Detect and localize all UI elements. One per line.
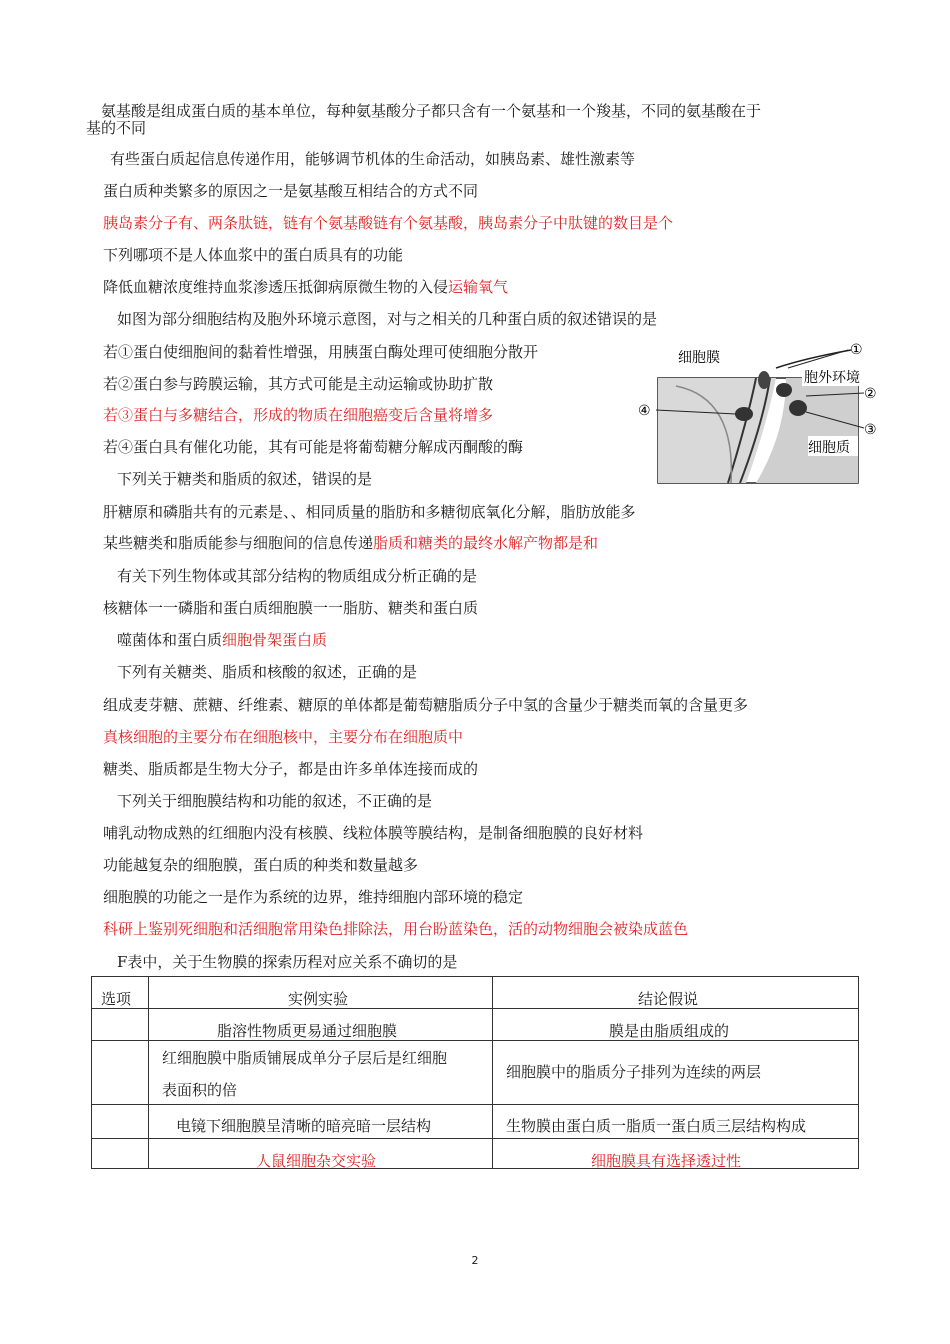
q4-options-line2 [103,533,598,553]
page-number: 2 [471,1254,479,1267]
table-row-1-conclusion: 膜是由脂质组成的 [609,1022,730,1040]
q1-statement-a: 氨基酸是组成蛋白质的基本单位，每种氨基酸分子都只含有一个氨基和一个羧基，不同的氨基酸在于 [101,102,762,120]
marker-2: ② [864,386,877,402]
q3-option-b: 若②蛋白参与跨膜运输，其方式可能是主动运输或协助扩散 [103,375,494,393]
cell-membrane-figure [636,338,886,488]
label-outside: 胞外环境 [804,370,860,386]
table-header-conclusion: 结论假说 [638,990,699,1008]
q3-option-d: 若④蛋白具有催化功能，其有可能是将葡萄糖分解成丙酮酸的酶 [103,438,524,456]
table-row-1-experiment: 脂溶性物质更易通过细胞膜 [217,1022,398,1040]
q3-option-a: 若①蛋白使细胞间的黏着性增强，用胰蛋白酶处理可使细胞分散开 [103,343,539,361]
q1-statement-a-cont: 基的不同 [86,119,147,137]
q2-options [103,277,508,297]
protein-blob-4 [735,407,753,421]
table-row-4-conclusion: 细胞膜具有选择透过性 [591,1152,742,1170]
q6-answer: 真核细胞的主要分布在细胞核中，主要分布在细胞质中 [103,728,464,746]
table-header-experiment: 实例实验 [288,990,349,1008]
protein-blob-3 [789,400,807,416]
protein-blob-2 [776,383,792,397]
q5-options-line2 [117,630,327,650]
q7-stem: 下列关于细胞膜结构和功能的叙述，不正确的是 [117,792,433,810]
q7-option-a: 哺乳动物成熟的红细胞内没有核膜、线粒体膜等膜结构，是制备细胞膜的良好材料 [103,824,644,842]
q4-stem: 下列关于糖类和脂质的叙述，错误的是 [117,470,373,488]
label-membrane: 细胞膜 [678,350,720,366]
table-row-2-experiment-line2: 表面积的倍 [162,1081,238,1099]
table-row-2-conclusion: 细胞膜中的脂质分子排列为连续的两层 [506,1063,762,1081]
table-row-4-experiment: 人鼠细胞杂交实验 [256,1152,377,1170]
table-row-3-experiment: 电镜下细胞膜呈清晰的暗亮暗一层结构 [176,1117,432,1135]
label-cytoplasm: 细胞质 [808,440,850,456]
marker-1-leader [788,350,848,368]
q3-stem: 如图为部分细胞结构及胞外环境示意图，对与之相关的几种蛋白质的叙述错误的是 [117,310,658,328]
protein-blob-1 [758,371,770,389]
q5-options-text: 噬菌体和蛋白质 [117,631,223,649]
q6-options-line3: 糖类、脂质都是生物大分子，都是由许多单体连接而成的 [103,760,479,778]
table-row-3-conclusion: 生物膜由蛋白质一脂质一蛋白质三层结构构成 [506,1117,807,1135]
q5-options-line1: 核糖体一一磷脂和蛋白质细胞膜一一脂肪、糖类和蛋白质 [103,599,479,617]
table-row-2-experiment-line1: 红细胞膜中脂质铺展成单分子层后是红细胞 [162,1049,448,1067]
q4-answer: 脂质和糖类的最终水解产物都是和 [373,534,599,552]
q7-option-d: 科研上鉴别死细胞和活细胞常用染色排除法，用台盼蓝染色，活的动物细胞会被染成蓝色 [103,920,689,938]
q6-options-line1: 组成麦芽糖、蔗糖、纤维素、糖原的单体都是葡萄糖脂质分子中氢的含量少于糖类而氧的含量更多 [103,696,749,714]
q3-option-c: 若③蛋白与多糖结合，形成的物质在细胞癌变后含量将增多 [103,406,494,424]
q7-option-b: 功能越复杂的细胞膜，蛋白质的种类和数量越多 [103,856,419,874]
q1-statement-b: 有些蛋白质起信息传递作用，能够调节机体的生命活动，如胰岛素、雄性激素等 [110,150,636,168]
q5-answer: 细胞骨架蛋白质 [222,631,328,649]
q6-stem: 下列有关糖类、脂质和核酸的叙述，正确的是 [117,663,418,681]
q2-options-text: 降低血糖浓度维持血浆渗透压抵御病原微生物的入侵 [103,278,449,296]
q5-stem: 有关下列生物体或其部分结构的物质组成分析正确的是 [117,567,478,585]
q8-stem: F表中，关于生物膜的探索历程对应关系不确切的是 [117,953,458,971]
q2-answer: 运输氧气 [448,278,509,296]
q4-options-text: 某些糖类和脂质能参与细胞间的信息传递 [103,534,374,552]
q2-stem: 下列哪项不是人体血浆中的蛋白质具有的功能 [103,246,404,264]
q4-options-line1: 肝糖原和磷脂共有的元素是、、相同质量的脂肪和多糖彻底氧化分解，脂肪放能多 [103,503,636,521]
q1-statement-c: 蛋白质种类繁多的原因之一是氨基酸互相结合的方式不同 [103,182,479,200]
marker-4: ④ [638,403,651,419]
marker-3: ③ [864,422,877,438]
q7-option-c: 细胞膜的功能之一是作为系统的边界，维持细胞内部环境的稳定 [103,888,524,906]
q1-statement-d: 胰岛素分子有、两条肽链，链有个氨基酸链有个氨基酸，胰岛素分子中肽键的数目是个 [103,214,674,232]
table-header-option: 选项 [101,990,132,1008]
marker-1: ① [850,342,863,358]
